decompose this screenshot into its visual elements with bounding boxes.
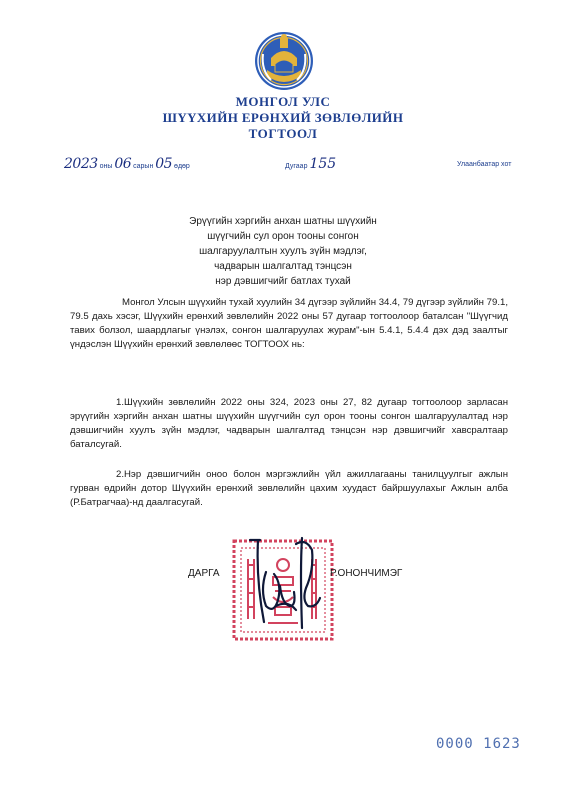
resolution-item-2: 2.Нэр дэвшигчийн оноо болон мэргэжлийн үйл ажиллагааны танилцуулгыг ажлын гурван өдрийн дотор Шүүхийн ерөнхий зөвлөлийн цахим хуудаст байршуулахыг Ажлын алба (Р.Батрагчаа)-нд даалгасугай. [70, 469, 508, 508]
header-body-name: ШҮҮХИЙН ЕРӨНХИЙ ЗӨВЛӨЛИЙН [162, 110, 404, 125]
header-country: МОНГОЛ УЛС [235, 94, 331, 109]
subject-line: шалгаруулалтын хуулъ зүйн мэдлэг, [199, 246, 367, 257]
state-emblem-icon [253, 30, 315, 92]
serial-number: 0000 1623 [436, 736, 521, 752]
subject-block [150, 214, 416, 289]
city: Улаанбаатар хот [457, 161, 512, 168]
resolution-item-1: 1.Шүүхийн зөвлөлийн 2022 оны 324, 2023 оны 27, 82 дугаар тогтоолоор зарласан эрүүгийн хэргийн анхан шатны шүүхийн шүүгчийн сул орон тооны сонгон шалгаруулалтад нэр дэвшигчийн хуулъ зүйн мэдлэг, чадварын шалгалтад тэнцсэн нэр дэвшигчийг хавсралтаар баталсугай. [70, 397, 508, 450]
date-line [64, 156, 190, 172]
subject-line: чадварын шалгалтад тэнцсэн [214, 261, 352, 272]
subject-line: Эрүүгийн хэргийн анхан шатны шүүхийн [189, 216, 377, 227]
number-value: 155 [309, 156, 337, 172]
signature-icon [236, 530, 336, 640]
date-day-suffix: өдөр [174, 163, 190, 170]
subject-line: шүүгчийн сул орон тооны сонгон [207, 231, 359, 242]
date-day: 05 [155, 156, 173, 172]
number-label: Дугаар [285, 163, 308, 170]
preamble-paragraph: Монгол Улсын шүүхийн тухай хуулийн 34 дүгээр зүйлийн 34.4, 79 дүгээр зүйлийн 79.1, 79.5 дахь хэсэг, Шүүхийн ерөнхий зөвлөлийн 2022 оны 57 дугаар тогтоолоор баталсан "Шүүгчид тавих болзол, шаардлагыг үнэлэх, сонгон шалгаруулах журам"-ын 5.4.1, 5.4.4 дэх дэд заалтыг үндэслэн Шүүхийн ерөнхий зөвлөлөөс ТОГТООХ нь: [70, 297, 508, 350]
subject-line: нэр дэвшигчийг батлах тухай [215, 276, 351, 287]
signatory-name: Р.ОНОНЧИМЭГ [330, 568, 403, 579]
header-doc-type: ТОГТООЛ [248, 126, 318, 141]
date-month-suffix: сарын [133, 163, 154, 170]
date-year: 2023 [64, 156, 98, 172]
date-year-suffix: оны [99, 163, 113, 170]
document-number-line [285, 156, 336, 172]
signatory-title: ДАРГА [188, 568, 220, 579]
date-month: 06 [114, 156, 132, 172]
